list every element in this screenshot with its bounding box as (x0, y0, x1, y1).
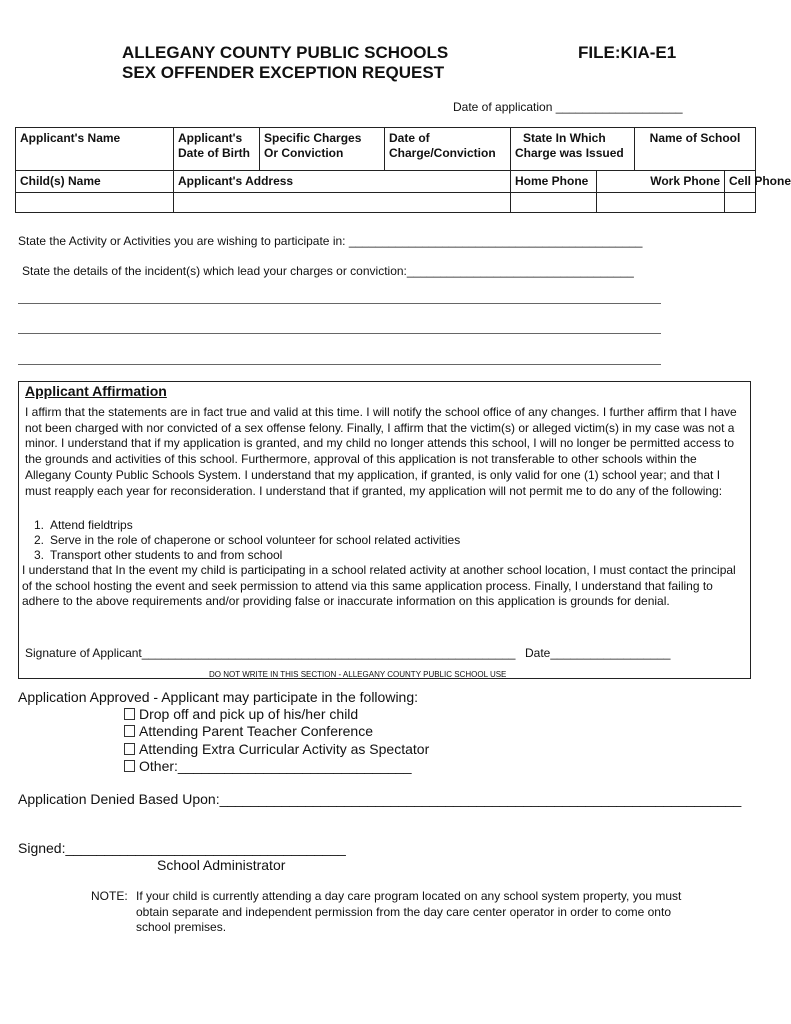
affirmation-paragraph: I affirm that the statements are in fact true and valid at this time. I will notify the school office of any changes. I further affirm that I have not been charged with nor convicted of a sex offense felony. Finally, I affirm that the victim(s) or alleged victim(s) in my case was not a minor. I understand that if my application is granted, and my child no longer attends this school, I will no longer be permitted access to the grounds and activities of this school. Furthermore, approval of this application is not transferable to other schools within the Allegany County Public Schools System. I understand that my application, if granted, is only valid for one (1) school year; and that I must reapply each year for reconsideration. I understand that if granted, my application will not permit me to do any of the following: (25, 405, 737, 498)
option-extracurricular[interactable]: Attending Extra Curricular Activity as Spectator (124, 741, 429, 759)
cell-phone-cell[interactable] (725, 171, 791, 193)
child-name-label: Child(s) Name (20, 174, 101, 188)
charges-label-2: Or Conviction (264, 146, 344, 160)
affirmation-heading: Applicant Affirmation (25, 383, 167, 399)
office-use-notice: DO NOT WRITE IN THIS SECTION - ALLEGANY COUNTY PUBLIC SCHOOL USE (209, 670, 507, 679)
signature-field[interactable]: Signature of Applicant________________________________________________________ (25, 646, 516, 660)
checkbox-icon[interactable] (124, 760, 135, 772)
admin-signed-field[interactable]: Signed:____________________________________ (18, 840, 346, 856)
home-phone-label: Home Phone (515, 174, 589, 188)
applicant-name-cell[interactable] (16, 128, 174, 171)
address-label: Applicant's Address (178, 174, 294, 188)
signature-date-field[interactable]: Date__________________ (525, 646, 671, 660)
state-label-1: State In Which (523, 131, 606, 145)
applicant-info-table (15, 127, 791, 213)
home-phone-input[interactable] (511, 193, 597, 213)
note-label: NOTE: (91, 889, 128, 903)
dob-label-1: Applicant's (178, 131, 243, 145)
details-line-1[interactable] (18, 303, 661, 304)
date-label-1: Date of (389, 131, 430, 145)
state-label-2: Charge was Issued (515, 146, 624, 160)
date-of-application-field[interactable]: Date of application ___________________ (453, 100, 683, 114)
details-line-2[interactable] (18, 333, 661, 334)
school-name-cell[interactable] (635, 128, 756, 171)
conviction-date-cell[interactable] (385, 128, 511, 171)
dob-cell[interactable] (174, 128, 260, 171)
charges-label-1: Specific Charges (264, 131, 362, 145)
work-phone-input[interactable] (597, 193, 725, 213)
checkbox-icon[interactable] (124, 743, 135, 755)
dob-label-2: Date of Birth (178, 146, 250, 160)
note-text: If your child is currently attending a day care program located on any school system property, you must obtain separate and independent permission from the day care center operator in order to come onto school premises. (136, 889, 682, 935)
applicant-name-label: Applicant's Name (20, 131, 121, 145)
file-code: FILE:KIA-E1 (578, 43, 677, 62)
home-phone-cell[interactable] (511, 171, 597, 193)
child-name-cell[interactable] (16, 171, 174, 193)
work-phone-label: Work Phone (650, 174, 720, 188)
checkbox-icon[interactable] (124, 725, 135, 737)
org-title: ALLEGANY COUNTY PUBLIC SCHOOLS (122, 43, 449, 62)
option-conference[interactable]: Attending Parent Teacher Conference (124, 723, 373, 741)
list-item: 2. Serve in the role of chaperone or school volunteer for school related activities (33, 533, 461, 547)
details-field[interactable]: State the details of the incident(s) which lead your charges or conviction:__________________________________ (22, 264, 634, 278)
option-other[interactable]: Other:______________________________ (124, 758, 412, 776)
restrictions-list (22, 518, 460, 563)
address-cell[interactable] (174, 171, 511, 193)
checkbox-icon[interactable] (124, 708, 135, 720)
option-drop-off[interactable]: Drop off and pick up of his/her child (124, 706, 358, 724)
approved-heading: Application Approved - Applicant may participate in the following: (18, 689, 419, 705)
cell-phone-label: Cell Phone (729, 174, 791, 188)
denied-field[interactable]: Application Denied Based Upon:___________________________________________________________________ (18, 791, 742, 807)
charges-cell[interactable] (260, 128, 385, 171)
admin-label: School Administrator (157, 857, 286, 873)
address-input[interactable] (174, 193, 511, 213)
cell-phone-input[interactable] (725, 193, 756, 213)
event-paragraph: I understand that In the event my child is participating in a school related activity at another school location, I must contact the principal of the school hosting the event and seek permission to attend via this same application process. Finally, I understand that failing to adhere to the above requirements and/or providing false or inaccurate information on this application is grounds for denial. (22, 563, 736, 609)
details-line-3[interactable] (18, 364, 661, 365)
date-label-2: Charge/Conviction (389, 146, 496, 160)
child-name-input[interactable] (16, 193, 174, 213)
list-item: 1. Attend fieldtrips (33, 518, 133, 532)
list-item: 3. Transport other students to and from school (33, 548, 283, 562)
state-cell[interactable] (511, 128, 635, 171)
activity-field[interactable]: State the Activity or Activities you are wishing to participate in: ____________________________________________ (18, 234, 643, 248)
school-name-label: Name of School (649, 131, 741, 145)
form-title: SEX OFFENDER EXCEPTION REQUEST (122, 63, 445, 82)
work-phone-cell[interactable] (597, 171, 725, 193)
